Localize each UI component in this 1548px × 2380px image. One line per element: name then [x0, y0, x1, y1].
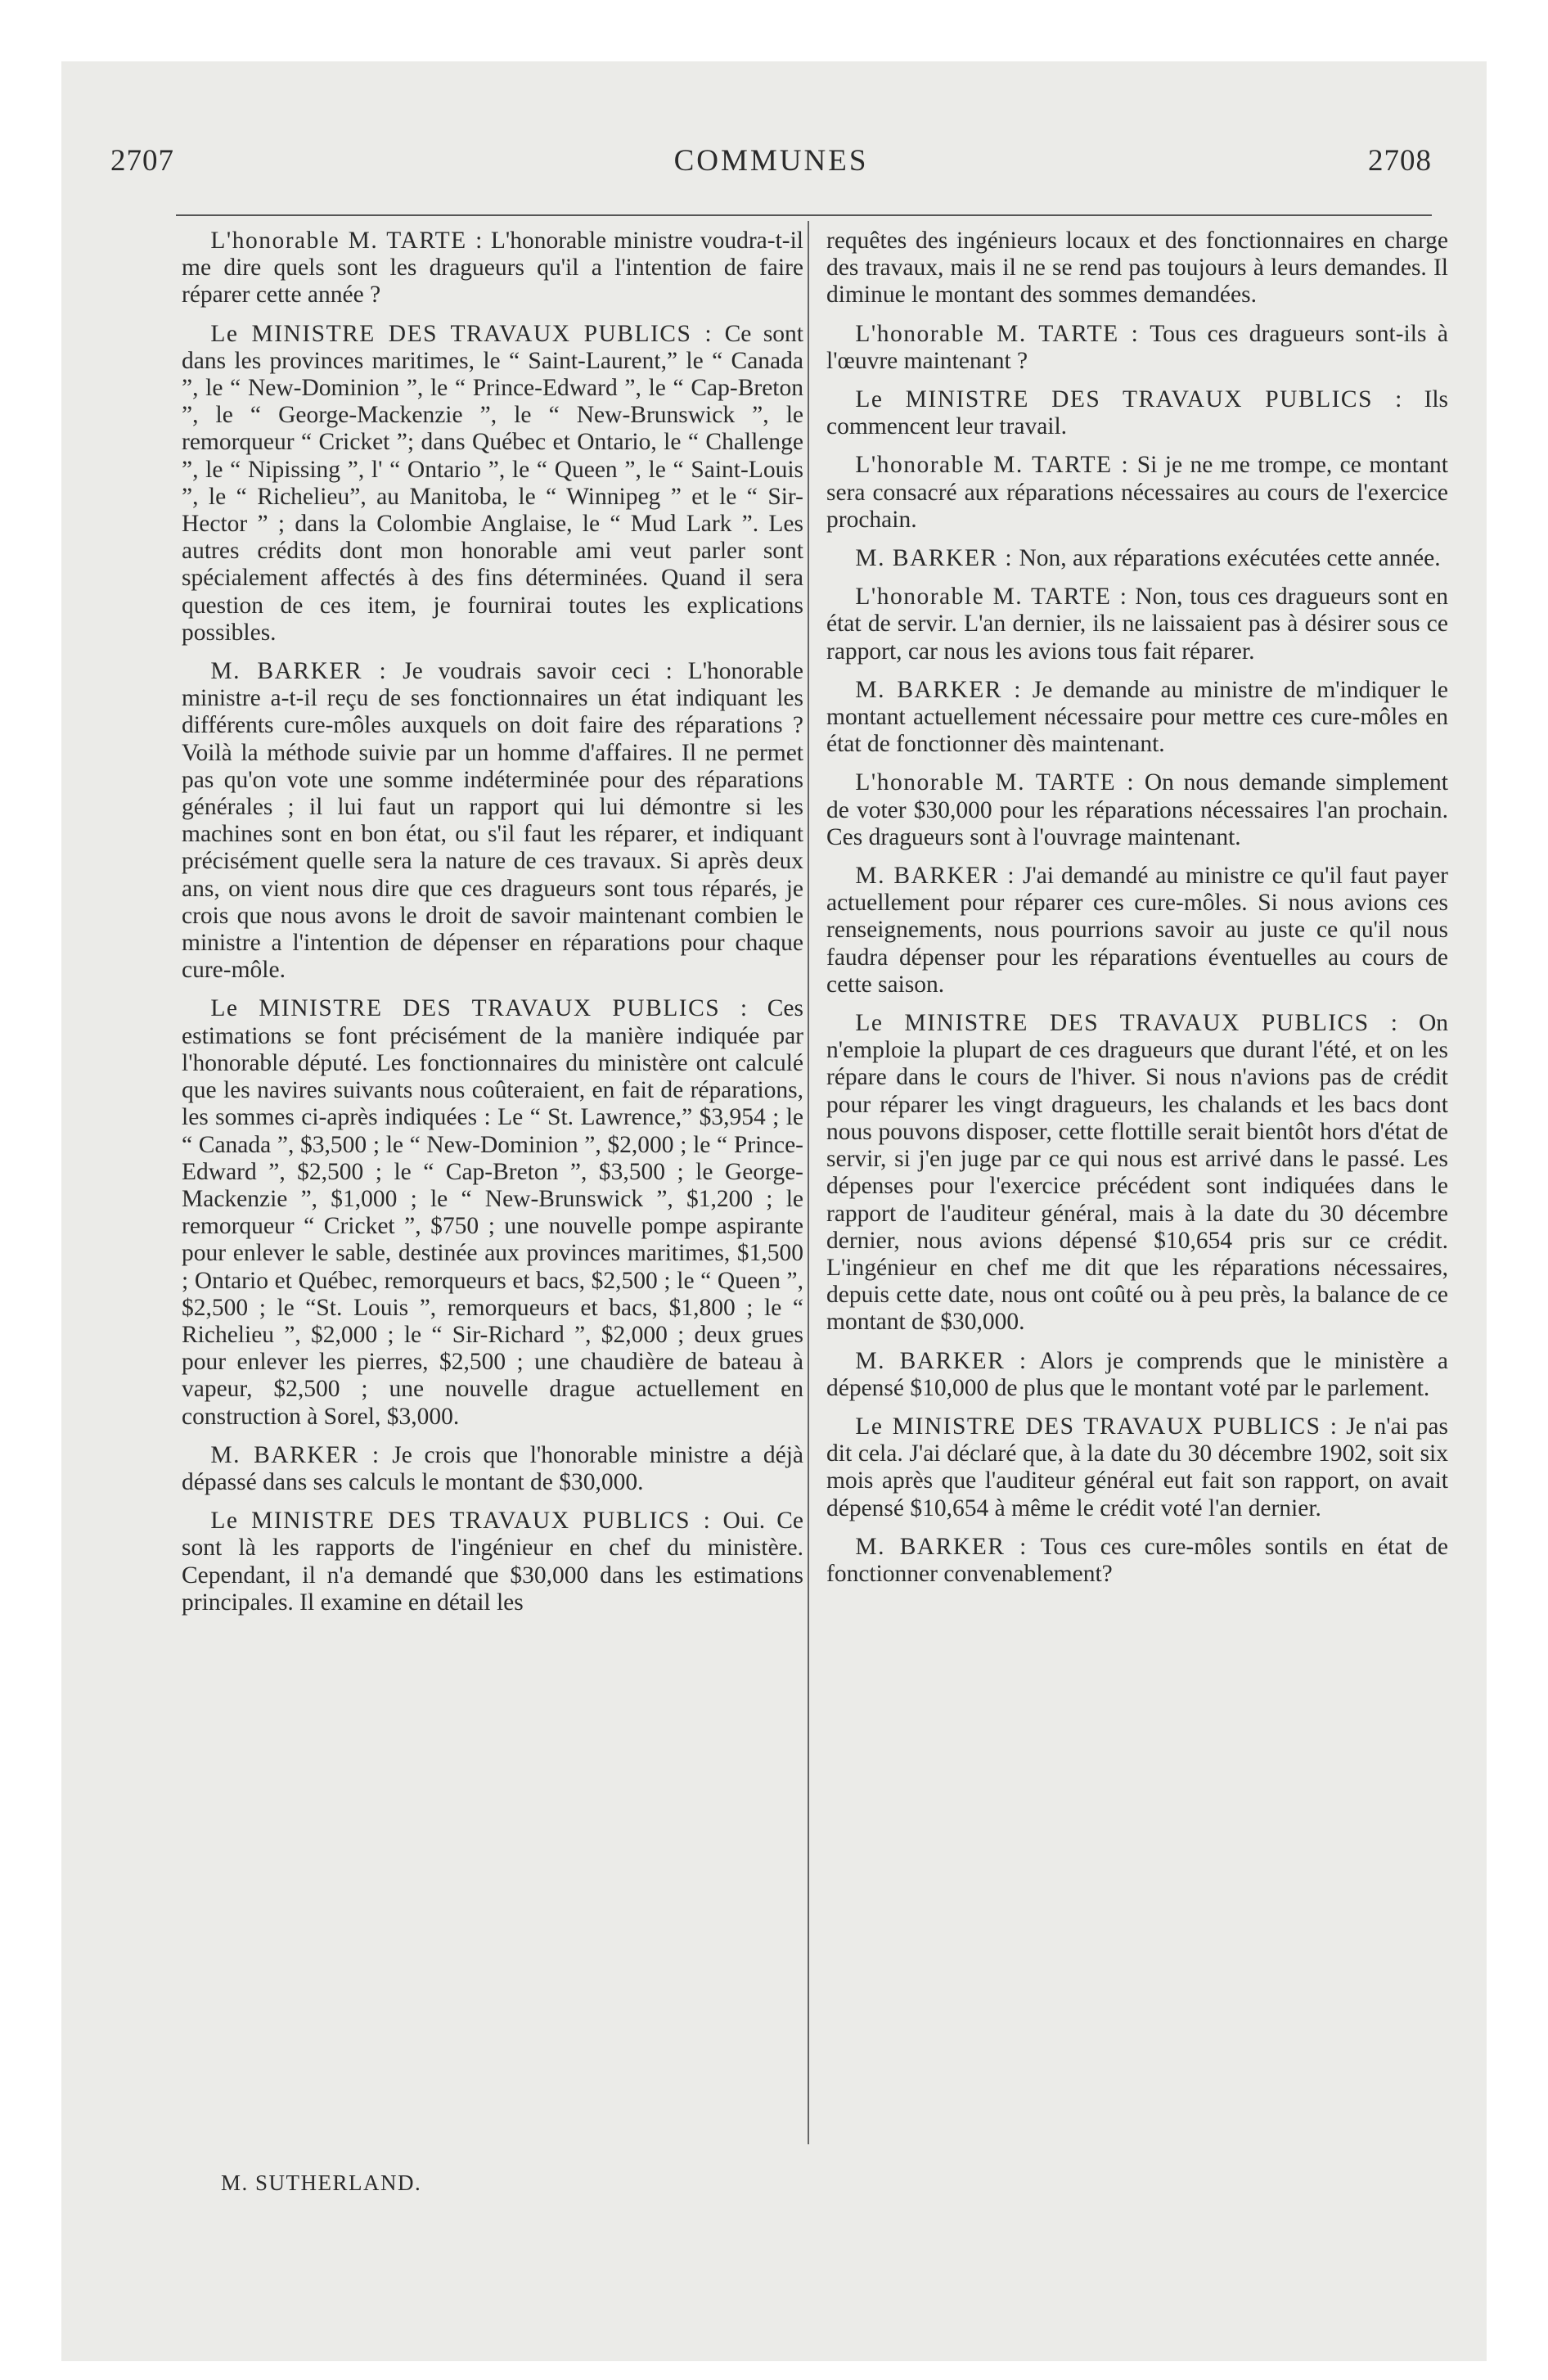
- paragraph: [826, 1010, 1448, 1336]
- speech-text: Je demande au ministre de m'indiquer le montant actuellement nécessaire pour mettre ces cure-môles en état de fonctionner dès maintenant.: [826, 676, 1448, 758]
- speech-text: On n'emploie la plupart de ces dragueurs que durant l'été, et on les répare dans le cours de l'hiver. Si nous n'avions pas de crédit pour réparer les vingt dragueurs, les chalands et les bacs dont nous pouvons disposer, cette flottille serait bientôt hors d'état de servir, si j'en juge par ce qui nous est arrivé dans le passé. Les dépenses pour l'exercice précédent sont indiquées dans le rapport de l'auditeur général, mais à la date du 30 décembre dernier, nous avions dépensé $10,654 pris sur ce crédit. L'ingénieur en chef me dit que les réparations nécessaires, depuis cette date, nous ont coûté ou à peu près, la balance de ce montant de $30,000.: [826, 1010, 1448, 1336]
- speaker-name: M. BARKER :: [855, 863, 1016, 890]
- speaker-name: L'honorable M. TARTE :: [210, 228, 484, 254]
- paragraph: [826, 863, 1448, 998]
- paragraph: [826, 584, 1448, 665]
- paragraph: [826, 228, 1448, 309]
- paragraph: [826, 1413, 1448, 1522]
- paragraph: [826, 677, 1448, 759]
- paragraph: [182, 321, 803, 647]
- paragraph: [826, 545, 1448, 572]
- speaker-name: L'honorable M. TARTE :: [855, 452, 1130, 479]
- running-title: COMMUNES: [673, 144, 869, 178]
- speaker-name: Le MINISTRE DES TRAVAUX PUBLICS :: [210, 320, 713, 347]
- speaker-name: M. BARKER :: [210, 1441, 380, 1468]
- paragraph: [182, 1508, 803, 1616]
- paragraph: [182, 658, 803, 984]
- speech-text: Oui. Ce sont là les rapports de l'ingénieur en chef du ministère. Cependant, il n'a demandé que $30,000 dans les estimations principales. Il examine en détail les: [182, 1508, 803, 1616]
- speech-text: Non, aux réparations exécutées cette année.: [1013, 545, 1441, 572]
- paragraph: [826, 321, 1448, 375]
- speaker-name: M. BARKER :: [855, 676, 1022, 703]
- paragraph: [182, 1442, 803, 1496]
- paragraph: [826, 452, 1448, 534]
- speaker-name: L'honorable M. TARTE :: [855, 769, 1136, 796]
- speaker-name: L'honorable M. TARTE :: [855, 320, 1140, 347]
- speaker-name: Le MINISTRE DES TRAVAUX PUBLICS :: [855, 1413, 1339, 1440]
- speaker-name: M. BARKER :: [855, 545, 1014, 572]
- speech-text: Si je ne me trompe, ce montant sera consacré aux réparations nécessaires au cours de l'exercice prochain.: [826, 452, 1449, 533]
- speech-text: Tous ces cure-môles sontils en état de fonctionner convenablement?: [826, 1533, 1448, 1587]
- speech-text: Je voudrais savoir ceci : L'honorable ministre a-t-il reçu de ses fonctionnaires un état indiquant les différents cure-môles auxquels on doit faire des réparations ? Voilà la méthode suivie par un homme d'affaires. Il ne permet pas qu'on vote une somme indéterminée pour des réparations générales ; il lui faut un rapport qui lui démontre si les machines sont en bon état, ou s'il faut les réparer, et indiquant précisément quelle sera la nature de ces travaux. Si après deux ans, on vient nous dire que ces dragueurs sont tous réparés, je crois que nous avons le droit de savoir maintenant combien le ministre a l'intention de dépenser en réparations pour chaque cure-môle.: [182, 658, 803, 984]
- page-number-right: 2708: [1368, 144, 1432, 178]
- speech-text: Non, tous ces dragueurs sont en état de servir. L'an dernier, ils ne laissaient pas à désirer sous ce rapport, car nous les avions tous fait réparer.: [826, 584, 1448, 665]
- speaker-name: M. BARKER :: [210, 658, 388, 685]
- page-header: [110, 143, 1432, 192]
- paragraph: [182, 228, 803, 309]
- speech-text: On nous demande simplement de voter $30,000 pour les réparations nécessaires l'an prochain. Ces dragueurs sont à l'ouvrage maintenant.: [826, 769, 1448, 850]
- speaker-name: Le MINISTRE DES TRAVAUX PUBLICS :: [210, 1508, 712, 1535]
- paragraph: [182, 995, 803, 1430]
- speaker-name: M. BARKER :: [855, 1533, 1028, 1560]
- speech-text: Tous ces dragueurs sont-ils à l'œuvre maintenant ?: [826, 320, 1448, 374]
- right-column: [826, 228, 1448, 1599]
- speaker-name: Le MINISTRE DES TRAVAUX PUBLICS :: [855, 1010, 1399, 1037]
- signature: M. SUTHERLAND.: [221, 2170, 422, 2195]
- speaker-name: L'honorable M. TARTE :: [855, 584, 1128, 611]
- paragraph: [826, 1534, 1448, 1588]
- paragraph: [826, 769, 1448, 851]
- speech-text: Je n'ai pas dit cela. J'ai déclaré que, à la date du 30 décembre 1902, soit six mois après que l'auditeur général eut fait son rapport, on avait dépensé $10,654 à même le crédit voté l'an dernier.: [826, 1413, 1448, 1521]
- paragraph: [826, 1348, 1448, 1402]
- speech-text: Je crois que l'honorable ministre a déjà dépassé dans ses calculs le montant de $30,000.: [182, 1441, 803, 1495]
- column-rule: [808, 221, 809, 2144]
- speech-text: Ces estimations se font précisément de la manière indiquée par l'honorable député. Les fonctionnaires du ministère ont calculé que les navires suivants nous coûteraient, en fait de réparations, les sommes ci-après indiquées : Le “ St. Lawrence,” $3,954 ; le “ Canada ”, $3,500 ; le “ New-Dominion ”, $2,000 ; le “ Prince-Edward ”, $2,500 ; le “ Cap-Breton ”, $3,500 ; le George-Mackenzie ”, $1,000 ; le “ New-Brunswick ”, $1,200 ; le remorqueur “ Cricket ”, $750 ; une nouvelle pompe aspirante pour enlever le sable, destinée aux provinces maritimes, $1,500 ; Ontario et Québec, remorqueurs et bacs, $2,500 ; le “ Queen ”, $2,500 ; le “St. Louis ”, remorqueurs et bacs, $1,800 ; le “ Richelieu ”, $2,000 ; le “ Sir-Richard ”, $2,000 ; deux grues pour enlever les pierres, $2,500 ; une chaudière de bateau à vapeur, $2,500 ; une nouvelle drague actuellement en construction à Sorel, $3,000.: [182, 995, 803, 1430]
- speaker-name: M. BARKER :: [855, 1347, 1028, 1374]
- paragraph: [826, 386, 1448, 440]
- speech-text: Alors je comprends que le ministère a dépensé $10,000 de plus que le montant voté par le parlement.: [826, 1347, 1448, 1401]
- header-rule: [176, 214, 1432, 216]
- speech-text: requêtes des ingénieurs locaux et des fonctionnaires en charge des travaux, mais il ne se rend pas toujours à leurs demandes. Il diminue le montant des sommes demandées.: [826, 228, 1448, 309]
- speech-text: J'ai demandé au ministre ce qu'il faut payer actuellement pour réparer ces cure-môles. Si nous avions ces renseignements, nous pourrions savoir au juste ce qu'il nous faudra dépenser pour les réparations éventuelles au cours de cette saison.: [826, 863, 1448, 998]
- speech-text: Ils commencent leur travail.: [826, 386, 1449, 440]
- speaker-name: Le MINISTRE DES TRAVAUX PUBLICS :: [210, 995, 749, 1022]
- left-column: [182, 228, 803, 1628]
- speech-text: L'honorable ministre voudra-t-il me dire quels sont les dragueurs qu'il a l'intention de faire réparer cette année ?: [182, 228, 803, 309]
- speaker-name: Le MINISTRE DES TRAVAUX PUBLICS :: [855, 386, 1403, 413]
- speech-text: Ce sont dans les provinces maritimes, le “ Saint-Laurent,” le “ Canada ”, le “ New-Dominion ”, le “ Prince-Edward ”, le “ Cap-Breton ”, le “ George-Mackenzie ”, le “ New-Brunswick ”, le remorqueur “ Cricket ”; dans Québec et Ontario, le “ Challenge ”, le “ Nipissing ”, l' “ Ontario ”, le “ Queen ”, le “ Saint-Louis ”, le “ Richelieu”, au Manitoba, le “ Winnipeg ” et le “ Sir-Hector ” ; dans la Colombie Anglaise, le “ Mud Lark ”. Les autres crédits dont mon honorable ami veut parler sont spécialement affectés à des fins déterminées. Quand il sera question de ces item, je fournirai toutes les explications possibles.: [182, 320, 804, 646]
- page-number-left: 2707: [110, 144, 174, 178]
